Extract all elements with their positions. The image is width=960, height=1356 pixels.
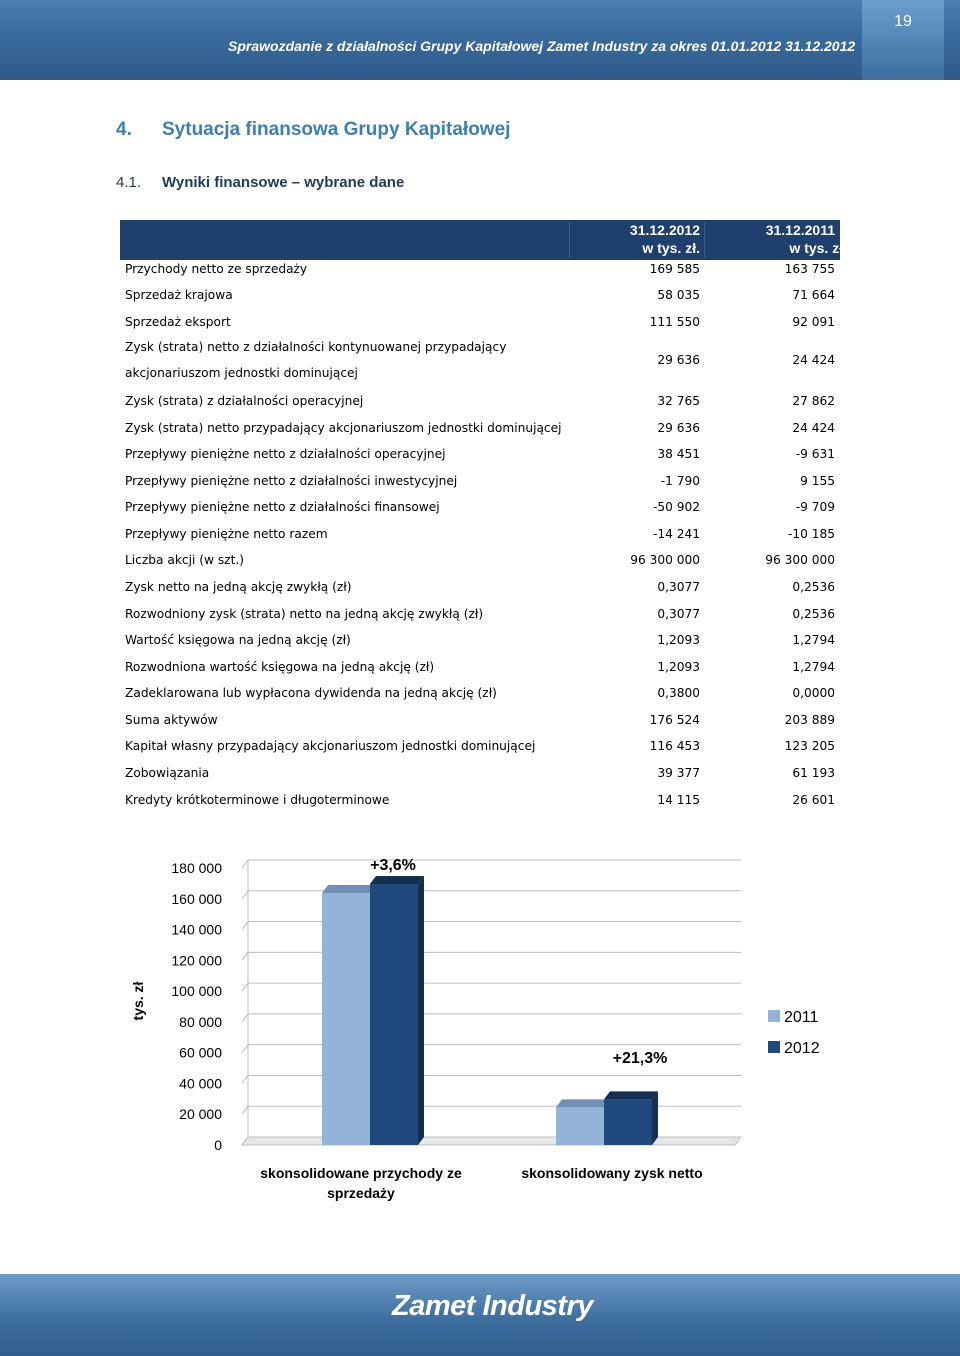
value-2011: -10 185 [787, 527, 835, 541]
value-2012: 29 636 [657, 353, 700, 367]
y-tick-label: 180 000 [171, 860, 222, 876]
legend-swatch [768, 1010, 780, 1022]
table-row [120, 793, 840, 811]
row-label: Przepływy pieniężne netto z działalności operacyjnej [125, 447, 446, 461]
value-2011: 24 424 [792, 353, 835, 367]
row-label: Kapitał własny przypadający akcjonariuszom jednostki dominującej [125, 739, 536, 753]
grid-tick [242, 860, 248, 868]
bar-2011 [322, 893, 370, 1145]
table-row [120, 394, 840, 412]
page-number-text: 19 [894, 13, 912, 30]
value-2011: 0,2536 [792, 580, 835, 594]
value-2011: 61 193 [792, 766, 835, 780]
footer-logo: Zamet Industry [392, 1290, 593, 1322]
value-2011: 0,0000 [792, 686, 835, 700]
bar-2012 [370, 884, 418, 1145]
value-2012: 38 451 [657, 447, 700, 461]
bar-2011-top [556, 1099, 610, 1107]
value-2011: 203 889 [784, 713, 835, 727]
table-row [120, 633, 840, 651]
section-number: 4. [116, 119, 132, 140]
grid-tick [242, 1075, 248, 1083]
x-tick-label: skonsolidowane przychody ze [260, 1165, 462, 1181]
row-label: Liczba akcji (w szt.) [125, 553, 244, 567]
bar-2012-side [652, 1091, 658, 1145]
value-2011: 92 091 [792, 315, 835, 329]
value-2011: 27 862 [792, 394, 835, 408]
value-2012: 14 115 [657, 793, 700, 807]
table-row [120, 500, 840, 518]
y-tick-label: 20 000 [179, 1106, 222, 1123]
value-2011: 1,2794 [792, 633, 835, 647]
section-title: Sytuacja finansowa Grupy Kapitałowej [162, 119, 511, 140]
table-header-separator [569, 222, 570, 258]
grid-tick [242, 922, 248, 930]
subsection-title: Wyniki finansowe – wybrane dane [162, 174, 405, 191]
value-2012: 96 300 000 [630, 553, 700, 567]
row-label: Zobowiązania [125, 766, 210, 780]
y-tick-label: 60 000 [179, 1044, 222, 1061]
table-row [120, 580, 840, 598]
value-2011: 123 205 [784, 739, 835, 753]
row-label-continued: akcjonariuszom jednostki dominującej [125, 366, 358, 380]
value-2012: 1,2093 [657, 660, 700, 674]
bar-2012-side [418, 876, 424, 1145]
value-2011: -9 709 [795, 500, 835, 514]
row-label: Zadeklarowana lub wypłacona dywidenda na jedną akcję (zł) [125, 686, 497, 700]
row-label: Rozwodniony zysk (strata) netto na jedną akcję zwykłą (zł) [125, 607, 484, 621]
value-2012: 116 453 [649, 739, 700, 753]
data-label-profit-change: +21,3% [612, 1050, 668, 1067]
table-row [120, 660, 840, 678]
value-2011: 0,2536 [792, 607, 835, 621]
row-label: Sprzedaż eksport [125, 315, 231, 329]
value-2012: 0,3077 [657, 580, 700, 594]
value-2012: 176 524 [649, 713, 700, 727]
subsection-number: 4.1. [116, 174, 142, 191]
row-label: Suma aktywów [125, 713, 218, 727]
bar-2012-top [370, 876, 424, 884]
bar-2012-top [604, 1091, 658, 1099]
table-row [120, 553, 840, 571]
legend-label: 2011 [784, 1009, 819, 1026]
value-2012: 111 550 [649, 315, 700, 329]
bar-2011-top [322, 885, 376, 893]
value-2012: 39 377 [657, 766, 700, 780]
value-2011: 24 424 [792, 421, 835, 435]
bar-2011 [556, 1107, 604, 1145]
y-tick-label: 160 000 [171, 890, 222, 907]
value-2011: 26 601 [792, 793, 835, 807]
value-2011: -9 631 [795, 447, 835, 461]
table-row [120, 739, 840, 757]
chart-floor [242, 1137, 741, 1145]
table-row [120, 262, 840, 280]
value-2012: -50 902 [652, 500, 700, 514]
y-tick-label: 140 000 [171, 921, 222, 938]
value-2012: 29 636 [657, 421, 700, 435]
table-row [120, 447, 840, 465]
row-label: Zysk netto na jedną akcję zwykłą (zł) [125, 580, 352, 594]
y-axis-label: tys. zł [130, 981, 146, 1021]
col-2012-date: 31.12.2012 [629, 222, 700, 238]
y-tick-label: 80 000 [179, 1013, 222, 1030]
x-tick-label-line2: sprzedaży [327, 1185, 395, 1201]
table-row [120, 288, 840, 306]
table-row [120, 315, 840, 333]
row-label: Kredyty krótkoterminowe i długoterminowe [125, 793, 390, 807]
grid-tick [242, 1106, 248, 1114]
value-2011: 96 300 000 [765, 553, 835, 567]
value-2011: 71 664 [792, 288, 835, 302]
data-label-revenue-change: +3,6% [370, 857, 416, 874]
value-2012: 0,3077 [657, 607, 700, 621]
table-row [120, 713, 840, 731]
table-row [120, 686, 840, 704]
row-label: Zysk (strata) netto przypadający akcjonariuszom jednostki dominującej [125, 421, 562, 435]
grid-tick [242, 952, 248, 960]
table-row [120, 527, 840, 545]
grid-tick [242, 891, 248, 899]
x-tick-label: skonsolidowany zysk netto [521, 1165, 703, 1181]
y-tick-label: 40 000 [179, 1075, 222, 1092]
table-row [120, 607, 840, 625]
table-header-separator [704, 222, 705, 258]
table-row [120, 340, 840, 384]
row-label: Rozwodniona wartość księgowa na jedną akcję (zł) [125, 660, 435, 674]
row-label: Przepływy pieniężne netto z działalności inwestycyjnej [125, 474, 458, 488]
legend-swatch [768, 1041, 780, 1053]
value-2011: 1,2794 [792, 660, 835, 674]
y-tick-label: 120 000 [171, 952, 222, 969]
value-2012: 1,2093 [657, 633, 700, 647]
bar-2012 [604, 1099, 652, 1145]
value-2011: 9 155 [800, 474, 835, 488]
col-2011-date: 31.12.2011 [765, 222, 835, 238]
col-2011-unit: w tys. zł. [789, 240, 847, 256]
y-tick-label: 100 000 [171, 983, 222, 1000]
row-label: Zysk (strata) z działalności operacyjnej [125, 394, 364, 408]
grid-tick [242, 1045, 248, 1053]
value-2012: -1 790 [660, 474, 700, 488]
value-2012: 58 035 [657, 288, 700, 302]
row-label: Zysk (strata) netto z działalności kontynuowanej przypadający [125, 340, 507, 354]
header-title: Sprawozdanie z działalności Grupy Kapitałowej Zamet Industry za okres 01.01.2012 31.12.2012 [228, 38, 856, 54]
value-2012: 169 585 [649, 262, 700, 276]
grid-tick [242, 983, 248, 991]
table-row [120, 421, 840, 439]
row-label: Przychody netto ze sprzedaży [125, 262, 308, 276]
y-tick-label: 0 [214, 1137, 222, 1153]
value-2011: 163 755 [784, 262, 835, 276]
revenue-profit-chart [0, 830, 960, 1230]
row-label: Przepływy pieniężne netto z działalności finansowej [125, 500, 440, 514]
table-row [120, 474, 840, 492]
table-row [120, 766, 840, 784]
grid-tick [242, 1014, 248, 1022]
page-number [862, 0, 944, 80]
value-2012: 0,3800 [657, 686, 700, 700]
row-label: Przepływy pieniężne netto razem [125, 527, 328, 541]
value-2012: 32 765 [657, 394, 700, 408]
value-2012: -14 241 [652, 527, 700, 541]
col-2012-unit: w tys. zł. [642, 240, 700, 256]
legend-label: 2012 [784, 1040, 820, 1057]
table-header [120, 220, 840, 260]
row-label: Sprzedaż krajowa [125, 288, 233, 302]
row-label: Wartość księgowa na jedną akcję (zł) [125, 633, 351, 647]
